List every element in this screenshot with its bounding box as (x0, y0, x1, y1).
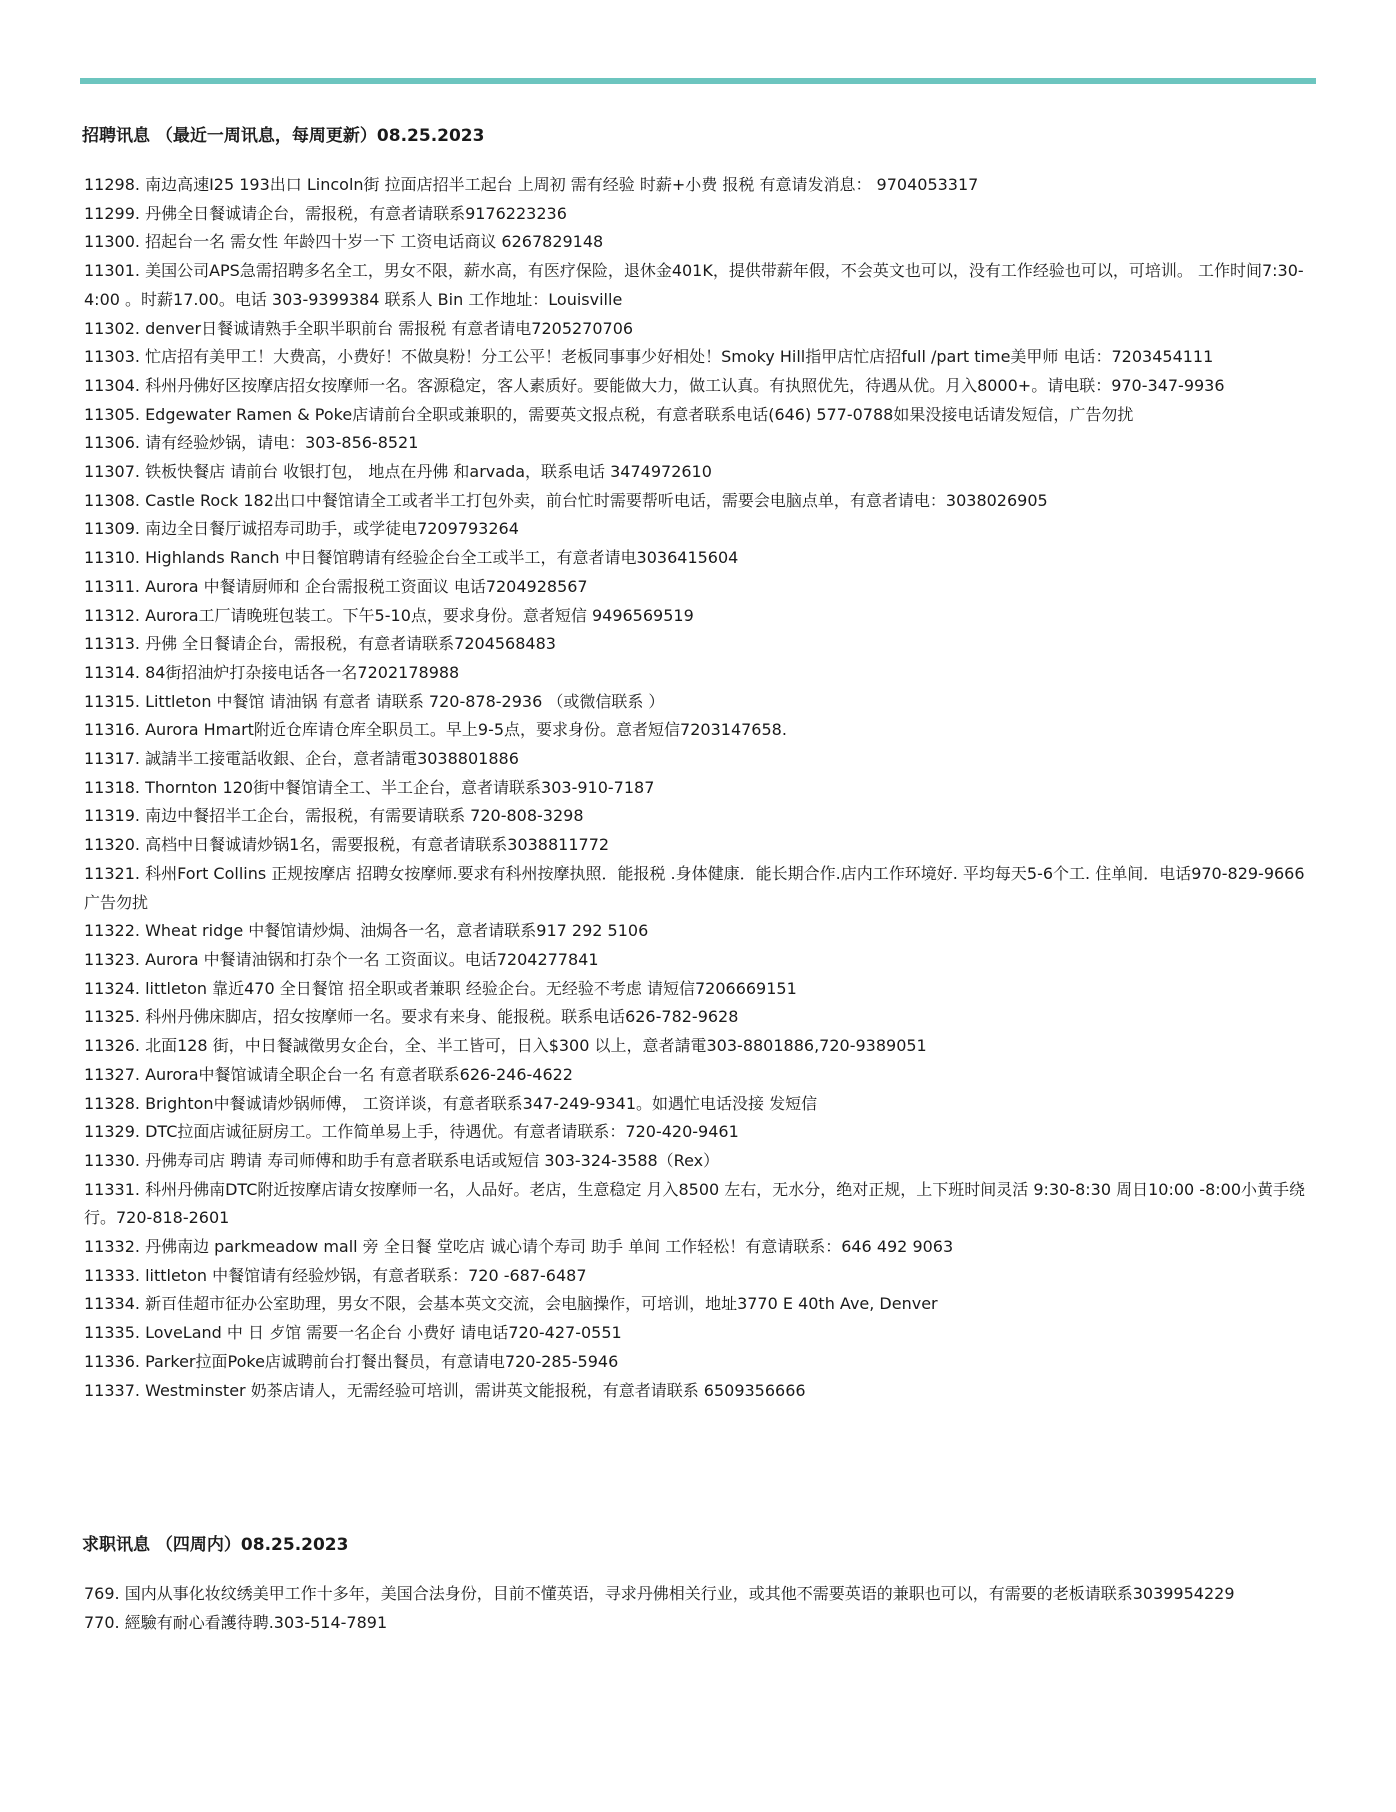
list-item: 11336. Parker拉面Poke店诚聘前台打餐出餐员，有意请电720-285-5946 (84, 1351, 619, 1371)
list-item: 11325. 科州丹佛床脚店，招女按摩师一名。要求有来身、能报税。联系电话626-782-9628 (84, 1007, 739, 1027)
list-item: 11311. Aurora 中餐请厨师和 企台需报税工资面议 电话7204928567 (84, 576, 588, 596)
list-item: 11312. Aurora工厂请晚班包装工。下午5-10点，要求身份。意者短信 9496569519 (84, 605, 694, 625)
list-item: 11318. Thornton 120街中餐馆请全工、半工企台，意者请联系303-910-7187 (84, 777, 655, 797)
list-item: 11321. 科州Fort Collins 正规按摩店 招聘女按摩师.要求有科州按摩执照．能报税 .身体健康．能长期合作.店内工作环境好. 平均每天5-6个工. 住单间．电话970-829-9666广告勿扰 (84, 863, 1305, 912)
list-item: 11323. Aurora 中餐请油锅和打杂个一名 工资面议。电话7204277841 (84, 949, 599, 969)
list-item: 11327. Aurora中餐馆诚请全职企台一名 有意者联系626-246-4622 (84, 1064, 573, 1084)
list-item: 770. 經驗有耐心看護待聘.303-514-7891 (84, 1612, 388, 1632)
list-item: 11316. Aurora Hmart附近仓库请仓库全职员工。早上9-5点，要求身份。意者短信7203147658. (84, 720, 787, 740)
list-item: 11300. 招起台一名 需女性 年龄四十岁一下 工资电话商议 6267829148 (84, 232, 604, 252)
list-item: 11324. littleton 靠近470 全日餐馆 招全职或者兼职 经验企台。无经验不考虑 请短信7206669151 (84, 978, 797, 998)
jobs-section-heading: 招聘讯息 （最近一周讯息，每周更新）08.25.2023 (82, 126, 485, 146)
list-item: 11332. 丹佛南边 parkmeadow mall 旁 全日餐 堂吃店 诚心请个寿司 助手 单间 工作轻松！有意请联系：646 492 9063 (84, 1237, 954, 1257)
list-item: 11302. denver日餐诚请熟手全职半职前台 需报税 有意者请电7205270706 (84, 318, 634, 338)
list-item: 769. 国内从事化妆纹绣美甲工作十多年，美国合法身份，目前不懂英语，寻求丹佛相关行业，或其他不需要英语的兼职也可以，有需要的老板请联系3039954229 (84, 1584, 1235, 1603)
list-item: 11308. Castle Rock 182出口中餐馆请全工或者半工打包外卖，前台忙时需要帮听电话，需要会电脑点单，有意者请电：3038026905 (84, 490, 1048, 510)
list-item: 11334. 新百佳超市征办公室助理，男女不限，会基本英文交流，会电脑操作，可培训，地址3770 E 40th Ave, Denver (84, 1294, 938, 1314)
list-item: 11298. 南边高速I25 193出口 Lincoln街 拉面店招半工起台 上周初 需有经验 时薪+小费 报税 有意请发消息： 9704053317 (84, 175, 979, 194)
list-item: 11335. LoveLand 中 日 歺馆 需要一名企台 小费好 请电话720-427-0551 (84, 1323, 622, 1343)
list-item: 11337. Westminster 奶茶店请人，无需经验可培训，需讲英文能报税，有意者请联系 6509356666 (84, 1380, 806, 1400)
list-item: 11306. 请有经验炒锅，请电：303-856-8521 (84, 433, 419, 453)
seek-list (84, 1580, 1314, 1637)
list-item: 11315. Littleton 中餐馆 请油锅 有意者 请联系 720-878-2936 （或微信联系 ） (84, 691, 665, 711)
list-item: 11303. 忙店招有美甲工！大费高，小费好！不做臭粉！分工公平！老板同事事少好相处！Smoky Hill指甲店忙店招full /part time美甲师 电话：7203454111 (84, 347, 1214, 367)
list-item: 11313. 丹佛 全日餐请企台，需报税，有意者请联系7204568483 (84, 634, 556, 654)
list-item: 11305. Edgewater Ramen & Poke店请前台全职或兼职的，需要英文报点税，有意者联系电话(646) 577-0788如果没接电话请发短信，广告勿扰 (84, 404, 1134, 424)
list-item: 11319. 南边中餐招半工企台，需报税，有需要请联系 720-808-3298 (84, 806, 584, 826)
list-item: 11307. 铁板快餐店 请前台 收银打包， 地点在丹佛 和arvada，联系电话 3474972610 (84, 462, 712, 482)
list-item: 11317. 誠請半工接電話收銀、企台，意者請電3038801886 (84, 749, 519, 769)
list-item: 11301. 美国公司APS急需招聘多名全工，男女不限，薪水高，有医疗保险，退休金401K，提供带薪年假，不会英文也可以，没有工作经验也可以，可培训。 工作时间7:30-4:00 。时薪17.00。电话 303-9399384 联系人 Bin 工作地址：Louisville (84, 261, 1304, 309)
seek-section-heading: 求职讯息 （四周内）08.25.2023 (82, 1535, 349, 1555)
list-item: 11329. DTC拉面店诚征厨房工。工作简单易上手，待遇优。有意者请联系：720-420-9461 (84, 1122, 739, 1142)
list-item: 11309. 南边全日餐厅诚招寿司助手，或学徒电7209793264 (84, 519, 519, 539)
list-item: 11330. 丹佛寿司店 聘请 寿司师傅和助手有意者联系电话或短信 303-324-3588（Rex） (84, 1150, 720, 1170)
list-item: 11331. 科州丹佛南DTC附近按摩店请女按摩师一名，人品好。老店，生意稳定 月入8500 左右，无水分，绝对正规，上下班时间灵活 9:30-8:30 周日10:00 -8:00小黄手绕行。720-818-2601 (84, 1179, 1305, 1228)
list-item: 11310. Highlands Ranch 中日餐馆聘请有经验企台全工或半工，有意者请电3036415604 (84, 548, 739, 568)
list-item: 11333. littleton 中餐馆请有经验炒锅，有意者联系：720 -687-6487 (84, 1265, 587, 1285)
list-item: 11320. 高档中日餐诚请炒锅1名，需要报税，有意者请联系3038811772 (84, 835, 610, 855)
list-item: 11322. Wheat ridge 中餐馆请炒焗、油焗各一名，意者请联系917 292 5106 (84, 921, 649, 941)
list-item: 11304. 科州丹佛好区按摩店招女按摩师一名。客源稳定，客人素质好。要能做大力，做工认真。有执照优先，待遇从优。月入8000+。请电联：970-347-9936 (84, 375, 1225, 395)
list-item: 11326. 北面128 街，中日餐誠徵男女企台，全、半工皆可，日入$300 以上，意者請電303-8801886,720-9389051 (84, 1036, 927, 1056)
jobs-list (84, 171, 1314, 1405)
top-accent-rule (80, 78, 1316, 84)
list-item: 11314. 84街招油炉打杂接电话各一名7202178988 (84, 662, 460, 682)
list-item: 11328. Brighton中餐诚请炒锅师傅， 工资详谈，有意者联系347-249-9341。如遇忙电话没接 发短信 (84, 1093, 818, 1113)
list-item: 11299. 丹佛全日餐诚请企台，需报税，有意者请联系9176223236 (84, 203, 567, 223)
